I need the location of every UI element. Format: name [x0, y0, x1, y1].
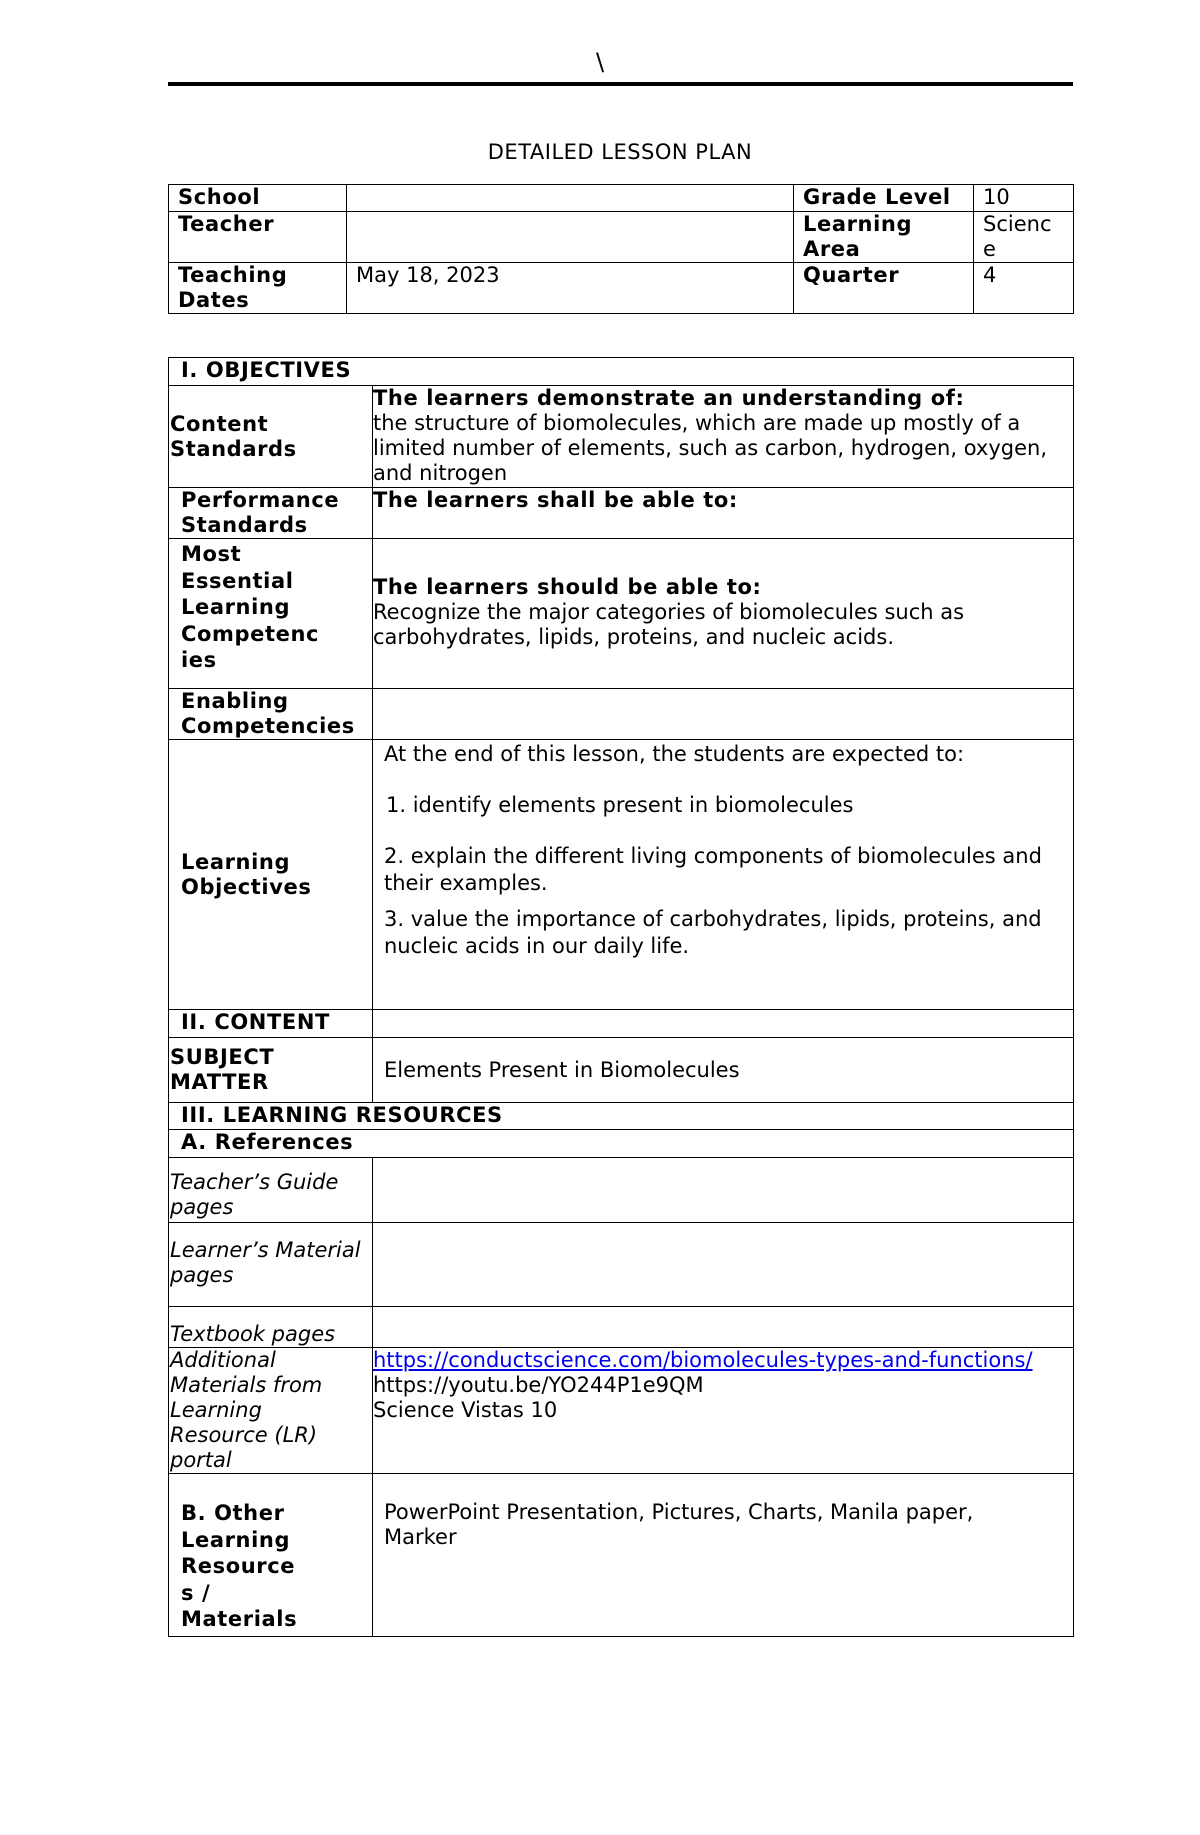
learning-area-value [974, 212, 1074, 263]
other-resources-label-line3: Resource [181, 1554, 296, 1578]
teachers-guide-value [373, 1158, 1074, 1223]
content-standards-label-line2: Standards [170, 436, 297, 461]
additional-materials-label-line5: portal [170, 1448, 232, 1472]
additional-materials-label-line1: Additional [170, 1348, 276, 1372]
additional-materials-value [373, 1348, 1074, 1474]
enabling-competencies-label-line2: Competencies [181, 714, 355, 738]
teachers-guide-label-line1: Teacher’s Guide [170, 1170, 339, 1194]
teaching-dates-label-line2: Dates [178, 288, 250, 312]
quarter-label: Quarter [794, 263, 974, 314]
learning-objectives-value [373, 740, 1074, 1010]
learning-objectives-row [169, 740, 1074, 1010]
grade-level-label: Grade Level [794, 185, 974, 212]
performance-standards-label-line1: Performance [181, 488, 340, 512]
learning-objective-item: 1. identify elements present in biomolecules [386, 793, 854, 817]
content-heading-spacer [373, 1010, 1074, 1038]
textbook-reference: Science Vistas 10 [373, 1398, 558, 1422]
subject-matter-row [169, 1038, 1074, 1103]
melc-label [169, 539, 373, 689]
learning-area-label-line1: Learning [803, 212, 913, 236]
enabling-competencies-row [169, 689, 1074, 740]
additional-materials-label [169, 1348, 373, 1474]
other-resources-label [169, 1474, 373, 1637]
melc-label-line3: Learning [181, 595, 291, 619]
learning-objectives-label-line1: Learning [181, 849, 291, 874]
learners-material-value [373, 1223, 1074, 1307]
melc-label-line1: Most [181, 542, 242, 566]
info-row-school [169, 185, 1074, 212]
teaching-dates-label [169, 263, 347, 314]
info-row-teacher [169, 212, 1074, 263]
enabling-competencies-value [373, 689, 1074, 740]
learners-material-row [169, 1223, 1074, 1307]
other-resources-value: PowerPoint Presentation, Pictures, Charts, Manila paper, Marker [373, 1474, 1074, 1637]
content-standards-label-line1: Content [170, 411, 269, 436]
learners-material-label [169, 1223, 373, 1307]
header-rule [168, 82, 1073, 86]
learners-material-label-line1: Learner’s Material [170, 1238, 361, 1262]
performance-standards-label-line2: Standards [181, 513, 308, 537]
learning-objectives-label-line2: Objectives [181, 874, 312, 899]
learning-objective-item: 2. explain the different living components of biomolecules and their examples. [384, 844, 1042, 895]
textbook-pages-label: Textbook pages [169, 1307, 373, 1348]
melc-row [169, 539, 1074, 689]
other-resources-label-line4: s / [181, 1580, 211, 1605]
performance-standards-value: The learners shall be able to: [373, 488, 1074, 539]
textbook-row [169, 1307, 1074, 1348]
textbook-pages-value [373, 1307, 1074, 1348]
learning-area-label [794, 212, 974, 263]
subject-matter-value: Elements Present in Biomolecules [373, 1038, 1074, 1103]
content-standards-label [169, 386, 373, 488]
content-heading: II. CONTENT [169, 1010, 373, 1038]
melc-value [373, 539, 1074, 689]
quarter-value: 4 [974, 263, 1074, 314]
learning-resources-heading: III. LEARNING RESOURCES [169, 1103, 1074, 1130]
melc-label-line2: Essential [181, 568, 294, 593]
info-table [168, 184, 1074, 314]
other-resources-label-line1: B. Other [181, 1501, 285, 1525]
other-resources-label-line2: Learning [181, 1527, 291, 1552]
learning-area-value-line2: e [983, 237, 996, 261]
teacher-value [347, 212, 794, 263]
resources-heading-row [169, 1103, 1074, 1130]
content-standards-row [169, 386, 1074, 488]
performance-standards-label [169, 488, 373, 539]
learning-objectives-label [169, 740, 373, 1010]
teachers-guide-row [169, 1158, 1074, 1223]
teachers-guide-label-line2: pages [170, 1195, 234, 1219]
other-resources-row [169, 1474, 1074, 1637]
melc-lead: The learners should be able to: [373, 575, 762, 599]
references-heading: A. References [169, 1130, 1074, 1158]
header-mark: \ [595, 48, 605, 76]
subject-matter-label-line2: MATTER [170, 1070, 269, 1094]
content-standards-lead: The learners demonstrate an understanding of: [373, 386, 965, 410]
content-heading-row [169, 1010, 1074, 1038]
info-row-dates [169, 263, 1074, 314]
learning-area-label-line2: Area [803, 237, 861, 261]
learning-objectives-intro: At the end of this lesson, the students are expected to: [384, 742, 965, 766]
learners-material-label-line2: pages [170, 1263, 234, 1287]
teaching-dates-value: May 18, 2023 [347, 263, 794, 314]
objectives-heading-row [169, 358, 1074, 386]
subject-matter-label [169, 1038, 373, 1103]
teacher-label: Teacher [169, 212, 347, 263]
content-standards-value [373, 386, 1074, 488]
teaching-dates-label-line1: Teaching [178, 263, 288, 287]
conductscience-link[interactable]: https://conductscience.com/biomolecules-types-and-functions/ [373, 1348, 1033, 1372]
melc-body: Recognize the major categories of biomolecules such as carbohydrates, lipids, proteins, and nucleic acids. [373, 600, 965, 649]
learning-objective-item: 3. value the importance of carbohydrates, lipids, proteins, and nucleic acids in our daily life. [384, 907, 1042, 958]
melc-label-line5: ies [181, 648, 217, 672]
references-heading-row [169, 1130, 1074, 1158]
page-title: DETAILED LESSON PLAN [487, 140, 753, 164]
other-resources-label-line5: Materials [181, 1607, 298, 1631]
grade-level-value: 10 [974, 185, 1074, 212]
performance-standards-row [169, 488, 1074, 539]
enabling-competencies-label [169, 689, 373, 740]
content-standards-body: the structure of biomolecules, which are made up mostly of a limited number of elements, such as carbon, hydrogen, oxygen, and nitrogen [373, 411, 1047, 485]
subject-matter-label-line1: SUBJECT [170, 1045, 275, 1069]
school-label: School [169, 185, 347, 212]
school-value [347, 185, 794, 212]
youtube-url: https://youtu.be/YO244P1e9QM [373, 1373, 704, 1397]
additional-materials-row [169, 1348, 1074, 1474]
teachers-guide-label [169, 1158, 373, 1223]
learning-area-value-line1: Scienc [983, 212, 1052, 236]
melc-label-line4: Competenc [181, 621, 320, 646]
additional-materials-label-line4: Resource (LR) [170, 1423, 318, 1447]
lesson-plan-table [168, 357, 1074, 1637]
additional-materials-label-line3: Learning [170, 1398, 262, 1422]
enabling-competencies-label-line1: Enabling [181, 689, 289, 713]
additional-materials-label-line2: Materials from [170, 1373, 323, 1397]
objectives-heading: I. OBJECTIVES [169, 358, 1074, 386]
